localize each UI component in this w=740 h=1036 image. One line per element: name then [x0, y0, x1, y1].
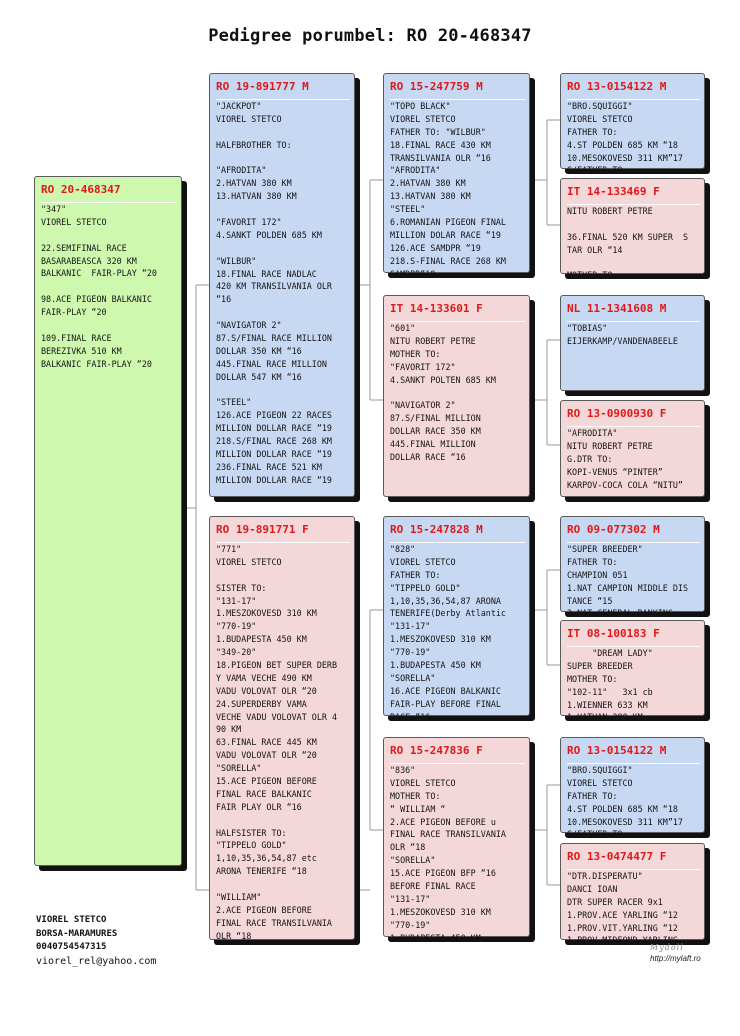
detail-line: 1,10,35,36,54,87 ARONA: [390, 595, 501, 606]
detail-line: MOTHER TO: [567, 270, 613, 281]
detail-line: 4.ST POLDEN 685 KM “18: [567, 803, 678, 814]
detail-line: "TIPPELO GOLD": [216, 840, 287, 851]
detail-line: "DTR.DISPERATU": [567, 871, 643, 881]
detail-line: 1.BUDAPESTA 450 KM: [390, 932, 481, 943]
detail-line: TENERIFE(Derby Atlantic: [390, 608, 506, 619]
sire-dam-dam-card: [560, 400, 705, 497]
detail-line: FINAL RACE TRANSILVANIA: [216, 917, 332, 928]
detail-line: 2.ACE PIGEON BEFORE u: [390, 816, 496, 827]
detail-line: BEREZIVKA 510 KM: [41, 345, 122, 356]
detail-line: "JACKPOT": [216, 101, 262, 111]
detail-line: FATHER TO:: [390, 569, 441, 580]
detail-line: 2.NAT GENERAL RANKING: [567, 608, 673, 619]
detail-line: [216, 878, 352, 891]
detail-line: [216, 203, 352, 216]
detail-line: "SUPER BREEDER": [567, 544, 643, 554]
detail-line: "102-11" 3x1 cb: [567, 686, 653, 697]
detail-line: VIOREL STETCO: [390, 777, 456, 788]
detail-line: "TIPPELO GOLD": [390, 582, 461, 593]
pigeon-details: [567, 322, 702, 390]
ring-number: RO 13-0474477 F: [567, 849, 700, 870]
detail-line: VIOREL STETCO: [567, 777, 633, 788]
detail-line: TRANSILVANIA OLR “16: [390, 152, 491, 163]
detail-line: [41, 319, 179, 332]
detail-line: MILLION DOLLAR RACE “19: [216, 423, 332, 434]
detail-line: "TOPO BLACK": [390, 101, 451, 111]
detail-line: 1.BUDAPESTA 450 KM: [216, 634, 307, 645]
dam-sire-card: [383, 516, 530, 722]
detail-line: 98.ACE PIGEON BALKANIC: [41, 294, 152, 305]
detail-line: MILLION DOLLAR RACE “19: [216, 449, 332, 460]
detail-line: [567, 257, 702, 270]
detail-line: 1.PROV.MIDFOND YARLING: [567, 935, 678, 946]
detail-line: "STEEL": [216, 397, 252, 408]
detail-line: BEFORE FINAL RACE: [390, 881, 476, 892]
detail-line: VIOREL STETCO: [41, 216, 107, 227]
dam-dam-dam-card: [560, 843, 705, 946]
detail-line: 236.FINAL RACE 521 KM: [216, 461, 322, 472]
ring-number: NL 11-1341608 M: [567, 301, 700, 322]
dam-dam-sire-card: [560, 737, 705, 840]
detail-line: [390, 386, 527, 399]
detail-line: [216, 569, 352, 582]
detail-line: VIOREL STETCO: [390, 556, 456, 567]
detail-line: FAIR-PLAY “20: [41, 307, 107, 318]
detail-line: FAIR-PLAY BEFORE FINAL: [390, 698, 501, 709]
detail-line: "NAVIGATOR 2": [216, 320, 282, 331]
detail-line: VADU VOLOVAT OLR “20: [216, 750, 317, 761]
detail-line: DOLLAR RACE 350 KM: [390, 426, 481, 437]
detail-line: 15.ACE PIGEON BEFORE: [216, 776, 317, 787]
detail-line: VIOREL STETCO: [567, 113, 633, 124]
detail-line: "771": [216, 544, 242, 554]
pigeon-details: [567, 647, 702, 723]
detail-line: "SORELLA": [216, 763, 262, 774]
logo-signature: Mydoll: [650, 943, 684, 952]
detail-line: 1.NAT CAMPION MIDDLE DIS: [567, 582, 689, 593]
detail-line: [567, 218, 702, 231]
detail-line: "BRO.SQUIGGI": [567, 101, 633, 111]
detail-line: [216, 306, 352, 319]
detail-line: "SORELLA": [390, 672, 436, 683]
detail-line: 1.HATVAN 380 KM: [567, 712, 643, 723]
logo-url: http://mylaft.ro: [650, 954, 701, 963]
dam-sire-dam-card: [560, 620, 705, 723]
detail-line: 4.SANKT POLDEN 685 KM: [216, 229, 322, 240]
site-logo: [650, 943, 712, 973]
detail-line: Y VAMA VECHE 490 KM: [216, 672, 312, 683]
detail-line: ARONA TENERIFE “18: [216, 866, 307, 877]
detail-line: "131-17": [390, 621, 431, 632]
dam-card: [209, 516, 355, 940]
detail-line: RACE “16: [390, 711, 431, 722]
ring-number: RO 20-468347: [41, 182, 177, 203]
detail-line: "828": [390, 544, 416, 554]
ring-number: IT 14-133469 F: [567, 184, 700, 205]
detail-line: FATHER TO:: [567, 790, 618, 801]
detail-line: "AFRODITA": [216, 165, 267, 176]
owner-contact: [36, 914, 156, 968]
detail-line: 16.ACE PIGEON BALKANIC: [390, 685, 501, 696]
pigeon-details: [216, 543, 352, 939]
pigeon-details: [567, 764, 702, 840]
detail-line: 6.ROMANIAN PIGEON FINAL: [390, 217, 506, 228]
detail-line: DANCI IOAN: [567, 883, 618, 894]
owner-name: VIOREL STETCO: [36, 915, 107, 925]
detail-line: 109.FINAL RACE: [41, 332, 112, 343]
detail-line: MILLION DOLAR RACE “19: [390, 229, 501, 240]
detail-line: [216, 814, 352, 827]
pigeon-details: [567, 100, 702, 176]
detail-line: "TOBIAS": [567, 323, 608, 333]
detail-line: BALKANIC FAIR-PLAY “20: [41, 268, 157, 279]
detail-line: 90 KM: [216, 724, 242, 735]
detail-line: "770-19": [390, 647, 431, 658]
detail-line: 10.MESOKOVESD 311 KM”17: [567, 816, 683, 827]
ring-number: RO 15-247836 F: [390, 743, 525, 764]
detail-line: 87.S/FINAL MILLION: [390, 413, 481, 424]
detail-line: 36.FINAL 520 KM SUPER S: [567, 231, 689, 242]
detail-line: MOTHER TO:: [390, 790, 441, 801]
detail-line: [41, 229, 179, 242]
ring-number: IT 14-133601 F: [390, 301, 525, 322]
detail-line: [216, 384, 352, 397]
detail-line: DOLLAR RACE “16: [390, 451, 466, 462]
sire-card: [209, 73, 355, 497]
detail-line: 1.MESZOKOVESD 310 KM: [216, 608, 317, 619]
ring-number: RO 15-247759 M: [390, 79, 525, 100]
detail-line: 1.BUDAPESTA 450 KM: [390, 660, 481, 671]
detail-line: SISTER TO:: [216, 582, 267, 593]
detail-line: 218.S/FINAL RACE 268 KM: [216, 436, 332, 447]
detail-line: BALKANIC FAIR-PLAY “20: [41, 358, 152, 369]
sire-dam-card: [383, 295, 530, 497]
dam-sire-sire-card: [560, 516, 705, 619]
detail-line: NITU ROBERT PETRE: [567, 206, 653, 216]
detail-line: [41, 280, 179, 293]
sire-dam-sire-card: [560, 295, 705, 391]
detail-line: VIOREL STETCO: [216, 113, 282, 124]
detail-line: DOLLAR 350 KM “16: [216, 345, 302, 356]
owner-email: viorel_rel@yahoo.com: [36, 955, 157, 967]
ring-number: RO 19-891771 F: [216, 522, 350, 543]
pigeon-details: [390, 764, 527, 943]
detail-line: MOTHER TO:: [567, 673, 618, 684]
detail-line: "WILBUR": [216, 255, 257, 266]
detail-line: [216, 152, 352, 165]
detail-line: [216, 126, 352, 139]
detail-line: HALFSISTER TO:: [216, 827, 287, 838]
detail-line: 1,10,35,36,54,87 etc: [216, 853, 317, 864]
detail-line: SUPER BREEDER: [567, 660, 633, 671]
detail-line: “16: [216, 294, 232, 305]
detail-line: MILLION DOLLAR RACE “19: [216, 474, 332, 485]
ring-number: RO 13-0154122 M: [567, 743, 700, 764]
detail-line: FATHER TO:: [567, 126, 618, 137]
detail-line: 24.SUPERDERBY VAMA: [216, 698, 307, 709]
detail-line: [216, 242, 352, 255]
detail-line: 13.HATVAN 380 KM: [390, 191, 471, 202]
detail-line: 10.MESOKOVESD 311 KM”17: [567, 152, 683, 163]
detail-line: FAIR PLAY OLR “16: [216, 801, 302, 812]
detail-line: 420 KM TRANSILVANIA OLR: [216, 281, 332, 292]
detail-line: 1.MESZOKOVESD 310 KM: [390, 906, 491, 917]
detail-line: "131-17": [390, 893, 431, 904]
detail-line: EIJERKAMP/VANDENABEELE: [567, 335, 678, 346]
detail-line: 1.WIENNER 633 KM: [567, 699, 648, 710]
detail-line: "601": [390, 323, 416, 333]
subject-pigeon-card: [34, 176, 182, 866]
sire-sire-dam-card: [560, 178, 705, 281]
detail-line: 15.ACE PIGEON BFP “16: [390, 868, 496, 879]
detail-line: 4.SANKT POLTEN 685 KM: [390, 374, 496, 385]
detail-line: KOPI-VENUS “PINTER”: [567, 466, 663, 477]
detail-line: FINAL RACE BALKANIC: [216, 788, 312, 799]
detail-line: MOTHER TO:: [390, 348, 441, 359]
pigeon-details: [390, 543, 527, 722]
sire-sire-card: [383, 73, 530, 279]
detail-line: "AFRODITA": [567, 428, 618, 438]
detail-line: G.DTR TO:: [567, 453, 613, 464]
pigeon-details: [390, 322, 527, 496]
detail-line: 2.ACE PIGEON BEFORE: [216, 904, 312, 915]
detail-line: "770-19": [390, 919, 431, 930]
detail-line: 22.SEMIFINAL RACE: [41, 242, 127, 253]
detail-line: TAR OLR “14: [567, 244, 623, 255]
detail-line: "NAVIGATOR 2": [390, 400, 456, 411]
pigeon-details: [216, 100, 352, 496]
detail-line: FATHER TO: "WILBUR": [390, 126, 486, 137]
detail-line: FINAL RACE TRANSILVANIA: [390, 829, 506, 840]
dam-dam-card: [383, 737, 530, 943]
detail-line: OLR “18: [390, 842, 426, 853]
detail-line: VECHE VADU VOLOVAT OLR 4: [216, 711, 338, 722]
detail-line: KARPOV-COCA COLA “NITU”: [567, 479, 683, 490]
detail-line: BASARABEASCA 320 KM: [41, 255, 137, 266]
detail-line: HALFBROTHER TO:: [216, 139, 292, 150]
detail-line: “ WILLIAM “: [390, 803, 446, 814]
detail-line: "349-20": [216, 647, 257, 658]
detail-line: 445.FINAL RACE MILLION: [216, 358, 327, 369]
detail-line: G/FATHER TO: [567, 829, 623, 840]
detail-line: "347": [41, 204, 67, 214]
detail-line: TANCE “15: [567, 595, 613, 606]
detail-line: 87.S/FINAL RACE MILLION: [216, 333, 332, 344]
detail-line: "FAVORIT 172": [216, 217, 282, 228]
detail-line: VIOREL STETCO: [390, 113, 456, 124]
ring-number: RO 19-891777 M: [216, 79, 350, 100]
detail-line: SAMDPR“19: [390, 268, 436, 279]
detail-line: "SORELLA": [390, 855, 436, 866]
detail-line: "DREAM LADY": [567, 648, 653, 658]
detail-line: 2.HATVAN 380 KM: [390, 178, 466, 189]
pigeon-details: [567, 427, 702, 496]
detail-line: 63.FINAL RACE 445 KM: [216, 737, 317, 748]
detail-line: "131-17": [216, 595, 257, 606]
detail-line: 1.PROV.ACE YARLING “12: [567, 909, 678, 920]
detail-line: "FAVORIT 172": [390, 361, 456, 372]
detail-line: CHAMPION 051: [567, 569, 628, 580]
page-title: Pedigree porumbel: RO 20-468347: [208, 26, 532, 46]
detail-line: 4.ST POLDEN 685 KM “18: [567, 139, 678, 150]
detail-line: VIOREL STETCO: [216, 556, 282, 567]
detail-line: 13.HATVAN 380 KM: [216, 191, 297, 202]
detail-line: 126.ACE SAMDPR “19: [390, 242, 481, 253]
detail-line: "AFRODITA": [390, 165, 441, 176]
detail-line: 445.FINAL MILLION: [390, 439, 476, 450]
pigeon-details: [567, 205, 702, 281]
pigeon-details: [41, 203, 179, 865]
detail-line: DOLLAR 547 KM “16: [216, 371, 302, 382]
detail-line: 1.PROV.VIT.YARLING “12: [567, 922, 678, 933]
detail-line: 18.PIGEON BET SUPER DERB: [216, 660, 338, 671]
detail-line: OLR “18: [216, 930, 252, 941]
detail-line: "BRO.SQUIGGI": [567, 765, 633, 775]
detail-line: 1.MESZOKOVESD 310 KM: [390, 634, 491, 645]
ring-number: RO 13-0900930 F: [567, 406, 700, 427]
owner-phone: 0040754547315: [36, 942, 107, 952]
detail-line: 126.ACE PIGEON 22 RACES: [216, 410, 332, 421]
ring-number: IT 08-100183 F: [567, 626, 700, 647]
owner-location: BORSA-MARAMURES: [36, 928, 118, 939]
detail-line: 2.HATVAN 380 KM: [216, 178, 292, 189]
detail-line: "770-19": [216, 621, 257, 632]
ring-number: RO 09-077302 M: [567, 522, 700, 543]
pigeon-details: [567, 870, 702, 946]
pigeon-details: [567, 543, 702, 619]
pigeon-details: [390, 100, 527, 279]
ring-number: RO 15-247828 M: [390, 522, 525, 543]
detail-line: NITU ROBERT PETRE: [390, 335, 476, 346]
detail-line: "WILLIAM": [216, 892, 262, 903]
detail-line: 18.FINAL RACE NADLAC: [216, 268, 317, 279]
detail-line: "STEEL": [390, 204, 426, 215]
detail-line: "836": [390, 765, 416, 775]
detail-line: 218.S-FINAL RACE 268 KM: [390, 255, 506, 266]
sire-sire-sire-card: [560, 73, 705, 176]
detail-line: 18.FINAL RACE 430 KM: [390, 139, 491, 150]
detail-line: G/FATHER TO: [567, 165, 623, 176]
detail-line: FATHER TO:: [567, 556, 618, 567]
detail-line: NITU ROBERT PETRE: [567, 440, 653, 451]
ring-number: RO 13-0154122 M: [567, 79, 700, 100]
detail-line: DTR SUPER RACER 9x1: [567, 896, 663, 907]
detail-line: VADU VOLOVAT OLR “20: [216, 685, 317, 696]
